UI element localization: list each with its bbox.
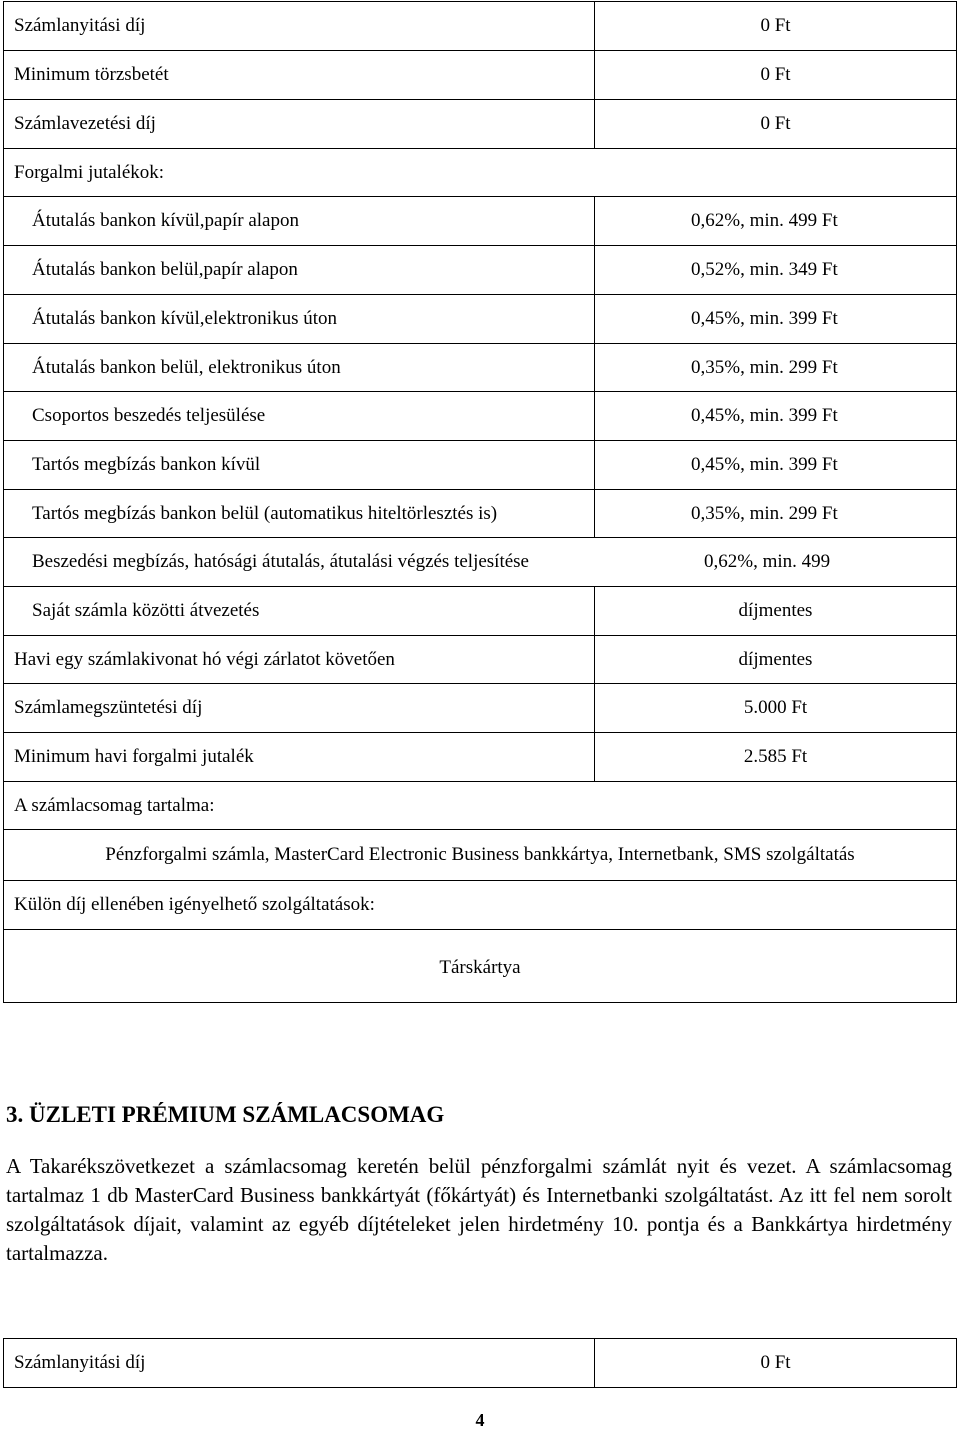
table-row — [4, 440, 956, 489]
fee-label: Minimum havi forgalmi jutalék — [14, 746, 254, 767]
fee-value: 0,35%, min. 299 Ft — [594, 490, 956, 537]
table-row — [4, 586, 956, 635]
fee-label: Saját számla közötti átvezetés — [32, 600, 260, 621]
fee-value: 0,62%, min. 499 Ft — [594, 197, 956, 245]
fee-label: Beszedési megbízás, hatósági átutalás, átutalási végzés teljesítése — [32, 551, 529, 572]
fee-value: 0 Ft — [594, 100, 956, 148]
fee-label: Átutalás bankon belül, elektronikus úton — [32, 356, 341, 378]
section-title: 3. ÜZLETI PRÉMIUM SZÁMLACSOMAG — [6, 1102, 445, 1127]
fee-value: 0,45%, min. 399 Ft — [594, 392, 956, 440]
fee-value: 2.585 Ft — [594, 733, 956, 781]
extra-services-heading: Külön díj ellenében igényelhető szolgáltatások: — [14, 894, 375, 915]
fee-value: 0 Ft — [594, 1339, 956, 1387]
table-row — [4, 829, 956, 880]
fee-label: Átutalás bankon belül,papír alapon — [32, 259, 298, 280]
table-row — [4, 880, 956, 929]
table-row — [4, 196, 956, 245]
fees-table-2 — [3, 1338, 957, 1388]
table-row — [4, 148, 956, 196]
table-row — [4, 391, 956, 440]
table-row — [4, 732, 956, 781]
fee-label: Számlanyitási díj — [14, 15, 146, 36]
fee-label: Tartós megbízás bankon belül (automatikus hiteltörlesztés is) — [32, 502, 498, 524]
fee-label: Átutalás bankon kívül,papír alapon — [32, 210, 299, 231]
table-row — [4, 781, 956, 829]
table-row — [4, 683, 956, 732]
fee-value: 0 Ft — [594, 2, 956, 50]
fee-section-label: Forgalmi jutalékok: — [14, 161, 165, 183]
table-row — [4, 245, 956, 294]
page-number: 4 — [475, 1410, 485, 1430]
fee-label: Számlanyitási díj — [14, 1352, 146, 1373]
table-row — [4, 489, 956, 537]
table-row — [4, 1339, 956, 1387]
fee-value: díjmentes — [594, 636, 956, 683]
section-paragraph: A Takarékszövetkezet a számlacsomag keretén belül pénzforgalmi számlát nyit és vezet. A számlacsomag tartalmaz 1 db MasterCard Business bankkártyát (főkártyát) és Internetbanki szolgáltatást. Az itt fel nem sorolt szolgáltatások díjait, valamint az egyéb díjtételeket jelen hirdetmény 10. pontja és a Bankkártya hirdetmény tartalmazza. — [6, 1154, 952, 1265]
fee-value: 0,35%, min. 299 Ft — [594, 344, 956, 391]
table-row — [4, 2, 956, 50]
fee-label: Havi egy számlakivonat hó végi zárlatot követően — [14, 648, 395, 670]
fee-value: 5.000 Ft — [594, 684, 956, 732]
table-row — [4, 99, 956, 148]
fee-value: 0,45%, min. 399 Ft — [594, 295, 956, 343]
fee-value: 0,62%, min. 499 — [704, 551, 831, 572]
table-row — [4, 929, 956, 1002]
table-row — [4, 50, 956, 99]
package-heading: A számlacsomag tartalma: — [14, 794, 215, 816]
fee-label: Csoportos beszedés teljesülése — [32, 405, 266, 426]
fees-table — [3, 1, 957, 1003]
fee-label: Számlavezetési díj — [14, 113, 156, 134]
table-row — [4, 635, 956, 683]
table-row — [4, 343, 956, 391]
package-contents: Pénzforgalmi számla, MasterCard Electronic Business bankkártya, Internetbank, SMS szolgáltatás — [105, 844, 855, 865]
fee-label: Minimum törzsbetét — [14, 64, 169, 85]
fee-value: díjmentes — [594, 587, 956, 635]
table-row — [4, 294, 956, 343]
table-row — [4, 537, 956, 586]
fee-label: Átutalás bankon kívül,elektronikus úton — [32, 308, 338, 329]
fee-label: Tartós megbízás bankon kívül — [32, 454, 261, 475]
fee-value: 0,45%, min. 399 Ft — [594, 441, 956, 489]
fee-label: Számlamegszüntetési díj — [14, 697, 203, 718]
fee-value: 0 Ft — [594, 51, 956, 99]
fee-value: 0,52%, min. 349 Ft — [594, 246, 956, 294]
extra-services-contents: Társkártya — [439, 957, 521, 978]
